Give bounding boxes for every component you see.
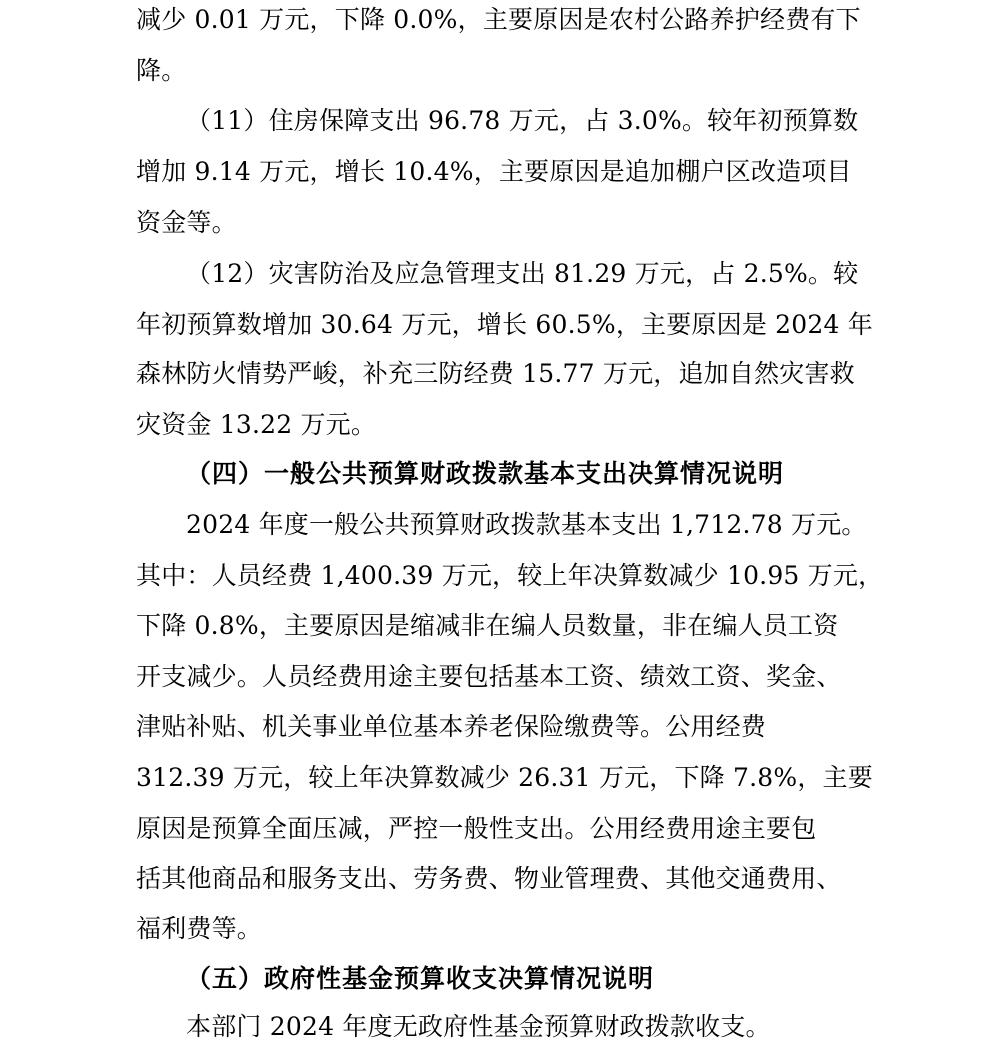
paragraph-line: 本部门 2024 年度无政府性基金预算财政拨款收支。 (186, 1012, 771, 1041)
paragraph-line: 312.39 万元，较上年决算数减少 26.31 万元，下降 7.8%，主要 (136, 763, 873, 792)
paragraph-line: 2024 年度一般公共预算财政拨款基本支出 1,712.78 万元。 (186, 510, 867, 539)
paragraph-line: 降。 (136, 56, 187, 85)
paragraph-line: 增加 9.14 万元，增长 10.4%，主要原因是追加棚户区改造项目 (136, 157, 852, 186)
paragraph-line: （12）灾害防治及应急管理支出 81.29 万元，占 2.5%。较 (186, 259, 859, 288)
paragraph-line: 原因是预算全面压减，严控一般性支出。公用经费用途主要包 (136, 814, 817, 843)
paragraph-line: 下降 0.8%，主要原因是缩减非在编人员数量，非在编人员工资 (136, 611, 839, 640)
paragraph-line: 资金等。 (136, 208, 237, 237)
section-heading: （五）政府性基金预算收支决算情况说明 (186, 964, 655, 993)
paragraph-line: 津贴补贴、机关事业单位基本养老保险缴费等。公用经费 (136, 712, 767, 741)
paragraph-line: 年初预算数增加 30.64 万元，增长 60.5%，主要原因是 2024 年 (136, 310, 873, 339)
section-heading: （四）一般公共预算财政拨款基本支出决算情况说明 (186, 459, 785, 488)
paragraph-line: 森林防火情势严峻，补充三防经费 15.77 万元，追加自然灾害救 (136, 359, 855, 388)
paragraph-line: 开支减少。人员经费用途主要包括基本工资、绩效工资、奖金、 (136, 662, 842, 691)
paragraph-line: 括其他商品和服务支出、劳务费、物业管理费、其他交通费用、 (136, 864, 842, 893)
paragraph-line: 灾资金 13.22 万元。 (136, 410, 377, 439)
paragraph-line: 福利费等。 (136, 914, 263, 943)
paragraph-line: （11）住房保障支出 96.78 万元，占 3.0%。较年初预算数 (186, 106, 859, 135)
paragraph-line: 减少 0.01 万元，下降 0.0%，主要原因是农村公路养护经费有下 (136, 5, 861, 34)
paragraph-line: 其中：人员经费 1,400.39 万元，较上年决算数减少 10.95 万元， (136, 561, 884, 590)
